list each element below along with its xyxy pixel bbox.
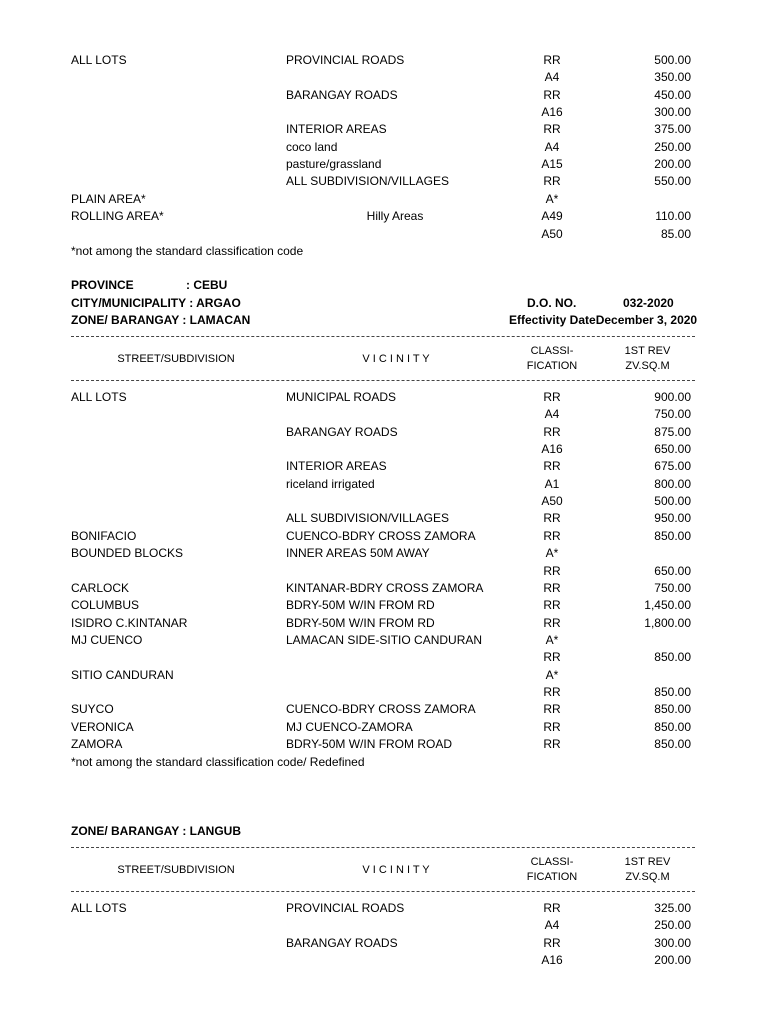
classification-cell: RR [543,702,561,717]
vicinity-cell: INTERIOR AREAS [286,122,387,137]
table-row [0,389,768,406]
table-row [0,173,768,190]
zonal-value-cell: 300.00 [654,105,691,120]
table-row [0,684,768,701]
classification-cell: RR [543,122,561,137]
table-divider [71,847,695,848]
province-value: : CEBU [186,278,228,292]
col-vicinity-header: V I C I N I T Y [362,864,430,876]
street-cell: BOUNDED BLOCKS [71,546,184,561]
classification-cell: A* [545,191,559,206]
street-cell: MJ CUENCO [71,632,143,647]
city-label: CITY/MUNICIPALITY : ARGAO [71,296,241,310]
section-1-note: *not among the standard classification code [71,244,304,258]
zonal-value-cell: 250.00 [654,918,691,933]
vicinity-cell: Hilly Areas [366,209,424,224]
classification-cell: RR [543,424,561,439]
classification-cell: A1 [544,476,560,491]
zonal-value-cell: 750.00 [654,407,691,422]
do-value: 032-2020 [623,296,674,310]
col-rev-header-2: ZV.SQ.M [625,360,670,372]
vicinity-cell: BDRY-50M W/IN FROM ROAD [286,737,453,751]
table-row [0,900,768,917]
zonal-value-cell: 325.00 [654,901,691,915]
classification-cell: RR [543,511,561,526]
classification-cell: RR [543,563,561,578]
zonal-value-cell: 1,450.00 [644,598,691,613]
vicinity-cell: BDRY-50M W/IN FROM RD [286,598,435,613]
classification-cell: A50 [541,226,563,241]
table-row [0,406,768,423]
table-row [0,52,768,69]
vicinity-cell: INTERIOR AREAS [286,459,387,474]
table-row [0,545,768,562]
table-row [0,952,768,969]
vicinity-cell: BDRY-50M W/IN FROM RD [286,615,435,630]
zonal-value-cell: 1,800.00 [644,615,691,630]
table-row [0,493,768,510]
classification-cell: RR [543,580,561,595]
table-row [0,667,768,684]
table-row [0,441,768,458]
classification-cell: RR [543,528,561,543]
zonal-value-cell: 250.00 [654,139,691,154]
zonal-value-cell: 750.00 [654,580,691,595]
col-street-header: STREET/SUBDIVISION [117,864,235,876]
table-row [0,597,768,614]
section-2-note: *not among the standard classification code/ Redefined [71,755,365,769]
zonal-value-cell: 350.00 [654,70,691,85]
street-cell: ALL LOTS [71,53,127,67]
vicinity-cell: LAMACAN SIDE-SITIO CANDURAN [286,632,483,647]
classification-cell: RR [543,87,561,102]
zonal-value-cell: 800.00 [654,476,691,491]
classification-cell: A15 [541,157,563,172]
table-row [0,69,768,86]
vicinity-cell: PROVINCIAL ROADS [286,901,405,915]
table-row [0,580,768,597]
classification-cell: RR [543,901,561,915]
col-classification-header-2: FICATION [526,360,578,372]
zonal-value-cell: 675.00 [654,459,691,474]
vicinity-cell: MUNICIPAL ROADS [286,390,397,404]
classification-cell: RR [543,174,561,189]
table-row [0,701,768,718]
col-street-header: STREET/SUBDIVISION [117,353,235,365]
classification-cell: A* [545,632,559,647]
vicinity-cell: coco land [286,139,338,154]
zonal-value-cell: 850.00 [654,684,691,699]
classification-cell: A4 [544,70,560,85]
table-row [0,139,768,156]
classification-cell: RR [543,459,561,474]
table-row [0,719,768,736]
zonal-value-cell: 450.00 [654,87,691,102]
classification-cell: RR [543,53,561,67]
vicinity-cell: CUENCO-BDRY CROSS ZAMORA [286,528,476,543]
vicinity-cell: BARANGAY ROADS [286,935,398,950]
effectivity-date: Effectivity DateDecember 3, 2020 [509,313,698,327]
vicinity-cell: INNER AREAS 50M AWAY [286,546,430,561]
street-cell: PLAIN AREA* [71,191,146,206]
zonal-value-cell: 500.00 [654,494,691,509]
street-cell: ALL LOTS [71,390,127,404]
vicinity-cell: riceland irrigated [286,476,375,491]
vicinity-cell: ALL SUBDIVISION/VILLAGES [286,511,449,526]
street-cell: ROLLING AREA* [71,209,164,224]
classification-cell: A16 [541,105,563,120]
table-row [0,424,768,441]
zonal-value-cell: 950.00 [654,511,691,526]
zonal-value-cell: 650.00 [654,442,691,457]
zonal-value-cell: 850.00 [654,650,691,665]
table-row [0,121,768,138]
vicinity-cell: BARANGAY ROADS [286,424,398,439]
street-cell: VERONICA [71,719,134,734]
street-cell: SUYCO [71,702,114,717]
col-rev-header-1: 1ST REV [624,856,671,868]
col-rev-header-1: 1ST REV [624,345,671,357]
classification-cell: RR [543,737,561,751]
province-label: PROVINCE [71,278,134,292]
street-cell: BONIFACIO [71,528,137,543]
vicinity-cell: BARANGAY ROADS [286,87,398,102]
street-cell: ZAMORA [71,737,123,751]
zone-label-lamacan: ZONE/ BARANGAY : LAMACAN [71,313,251,327]
zonal-value-cell: 850.00 [654,719,691,734]
table-row [0,649,768,666]
col-vicinity-header: V I C I N I T Y [362,353,430,365]
street-cell: CARLOCK [71,580,130,595]
col-classification-header-1: CLASSI- [530,856,574,868]
classification-cell: RR [543,650,561,665]
zonal-value-cell: 850.00 [654,737,691,751]
classification-cell: RR [543,390,561,404]
vicinity-cell: ALL SUBDIVISION/VILLAGES [286,174,449,189]
classification-cell: RR [543,615,561,630]
classification-cell: A49 [541,209,563,224]
table-row [0,458,768,475]
zonal-value-cell: 85.00 [660,226,691,241]
vicinity-cell: KINTANAR-BDRY CROSS ZAMORA [286,580,484,595]
classification-cell: A50 [541,494,563,509]
classification-cell: A4 [544,407,560,422]
street-cell: ISIDRO C.KINTANAR [71,615,188,630]
zonal-value-cell: 200.00 [654,157,691,172]
zonal-value-cell: 200.00 [654,953,691,968]
col-classification-header-2: FICATION [526,871,578,883]
do-label: D.O. NO. [527,296,577,310]
zonal-value-cell: 550.00 [654,174,691,189]
zone-label-langub: ZONE/ BARANGAY : LANGUB [71,824,242,838]
zonal-value-cell: 300.00 [654,935,691,950]
street-cell: ALL LOTS [71,901,127,915]
vicinity-cell: PROVINCIAL ROADS [286,53,405,67]
table-row [0,226,768,243]
table-row [0,476,768,493]
table-row [0,632,768,649]
table-row [0,104,768,121]
table-row [0,528,768,545]
classification-cell: A16 [541,953,563,968]
table-row [0,208,768,225]
table-row [0,563,768,580]
classification-cell: A16 [541,442,563,457]
zonal-value-cell: 875.00 [654,424,691,439]
zonal-value-cell: 650.00 [654,563,691,578]
classification-cell: RR [543,598,561,613]
table-row [0,156,768,173]
classification-cell: RR [543,719,561,734]
vicinity-cell: CUENCO-BDRY CROSS ZAMORA [286,702,476,717]
table-row [0,87,768,104]
table-divider [71,891,695,892]
classification-cell: A4 [544,918,560,933]
table-row [0,191,768,208]
table-row [0,736,768,753]
zonal-value-cell: 850.00 [654,528,691,543]
classification-cell: A* [545,546,559,561]
vicinity-cell: pasture/grassland [286,157,382,172]
classification-cell: RR [543,935,561,950]
col-classification-header-1: CLASSI- [530,345,574,357]
classification-cell: A* [545,667,559,682]
classification-cell: A4 [544,139,560,154]
table-row [0,917,768,934]
street-cell: SITIO CANDURAN [71,667,174,682]
table-row [0,510,768,527]
zonal-value-cell: 375.00 [654,122,691,137]
zonal-value-cell: 500.00 [654,53,691,67]
col-rev-header-2: ZV.SQ.M [625,871,670,883]
table-row [0,615,768,632]
table-row [0,935,768,952]
table-divider [71,336,695,337]
zonal-value-cell: 850.00 [654,702,691,717]
street-cell: COLUMBUS [71,598,140,613]
classification-cell: RR [543,684,561,699]
table-divider [71,380,695,381]
vicinity-cell: MJ CUENCO-ZAMORA [286,719,413,734]
zonal-value-cell: 110.00 [655,209,691,224]
zonal-value-cell: 900.00 [654,390,691,404]
